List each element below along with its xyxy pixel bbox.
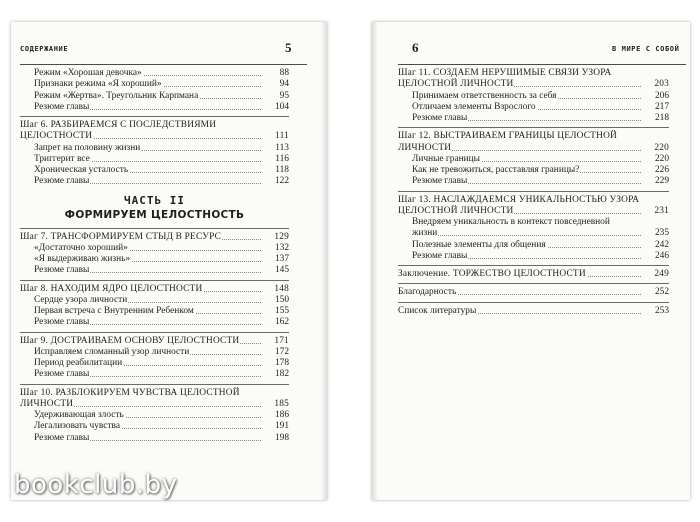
- toc-entry[interactable]: Резюме главы 104: [34, 101, 289, 112]
- chapter-9-entry[interactable]: Шаг 9. ДОСТРАИВАЕМ ОСНОВУ ЦЕЛОСТНОСТИ 171: [20, 335, 289, 346]
- section-divider: [398, 299, 669, 306]
- toc-entry[interactable]: Запрет на половину жизни 113: [34, 142, 289, 153]
- section-divider: [20, 329, 289, 336]
- chapter-8-entry[interactable]: Шаг 8. НАХОДИМ ЯДРО ЦЕЛОСТНОСТИ 148: [20, 283, 289, 294]
- right-page-number: 6: [412, 40, 419, 55]
- toc-entry[interactable]: Личные границы 220: [412, 153, 669, 164]
- toc-entry[interactable]: Резюме главы 229: [412, 176, 669, 187]
- chapter-10-entry[interactable]: ЛИЧНОСТИ 185: [20, 398, 289, 409]
- left-page-gutter-shadow: [321, 22, 327, 500]
- part-heading: [20, 194, 289, 221]
- references-entry[interactable]: Список литературы 253: [398, 305, 669, 316]
- toc-entry[interactable]: Резюме главы 145: [34, 265, 289, 276]
- toc-entry[interactable]: Режим «Хорошая девочка» 88: [34, 68, 289, 78]
- toc-entry[interactable]: Триггерит все 116: [34, 153, 289, 164]
- left-page-number: 5: [285, 40, 292, 55]
- toc-entry[interactable]: Резюме главы 122: [34, 176, 289, 187]
- toc-entry[interactable]: Резюме главы 246: [412, 250, 669, 261]
- toc-entry[interactable]: Резюме главы 218: [412, 113, 669, 123]
- section-divider: [20, 113, 289, 120]
- conclusion-entry[interactable]: Заключение. ТОРЖЕСТВО ЦЕЛОСТНОСТИ 249: [398, 269, 669, 279]
- toc-entry[interactable]: Резюме главы 182: [34, 369, 289, 380]
- toc-entry[interactable]: Принимаем ответственность за себя 206: [412, 90, 669, 101]
- toc-entry[interactable]: «Я выдерживаю жизнь» 137: [34, 254, 289, 264]
- chapter-7-entry[interactable]: Шаг 7. ТРАНСФОРМИРУЕМ СТЫД В РЕСУРС 129: [20, 231, 289, 242]
- left-toc: [20, 68, 289, 444]
- toc-entry[interactable]: жизни 235: [412, 228, 669, 239]
- toc-entry[interactable]: Как не тревожиться, расставляя границы? 226: [412, 165, 669, 175]
- chapter-13-title-line1[interactable]: Шаг 13. НАСЛАЖДАЕМСЯ УНИКАЛЬНОСТЬЮ УЗОРА: [398, 194, 640, 205]
- chapter-6-title-line1[interactable]: Шаг 6. РАЗБИРАЕМСЯ С ПОСЛЕДСТВИЯМИ: [20, 120, 217, 130]
- watermark-logo: bookclub.by: [14, 470, 178, 500]
- toc-entry[interactable]: Легализовать чувства 191: [34, 421, 289, 432]
- chapter-13-entry[interactable]: ЦЕЛОСТНОЙ ЛИЧНОСТИ 231: [398, 205, 669, 216]
- left-header-rule: [20, 64, 307, 65]
- toc-entry[interactable]: Сердце узора личности 150: [34, 294, 289, 305]
- toc-entry[interactable]: Первая встреча с Внутренним Ребенком 155: [34, 306, 289, 316]
- acknowledgements-entry[interactable]: Благодарность 252: [398, 287, 669, 298]
- right-page-gutter-shadow: [372, 22, 378, 500]
- chapter-12-entry[interactable]: ЛИЧНОСТИ 220: [398, 142, 669, 153]
- part-label: ЧАСТЬ II: [124, 193, 185, 207]
- section-divider: [20, 381, 289, 388]
- chapter-11-title-line1[interactable]: Шаг 11. СОЗДАЕМ НЕРУШИМЫЕ СВЯЗИ УЗОРА: [398, 68, 612, 78]
- right-header-rule: [398, 64, 686, 65]
- chapter-6-entry[interactable]: ЦЕЛОСТНОСТИ 111: [20, 131, 289, 142]
- toc-entry-line1[interactable]: Внедряем уникальность в контекст повседневной: [412, 217, 610, 227]
- section-divider: [398, 280, 669, 287]
- toc-entry[interactable]: Удерживающая злость 186: [34, 410, 289, 420]
- toc-entry[interactable]: «Достаточно хороший» 132: [34, 242, 289, 253]
- part-title: ФОРМИРУЕМ ЦЕЛОСТНОСТЬ: [64, 208, 245, 221]
- section-divider: [20, 225, 289, 232]
- right-toc: [398, 68, 669, 317]
- toc-entry[interactable]: Исправляем сломанный узор личности 172: [34, 346, 289, 357]
- chapter-12-title-line1[interactable]: Шаг 12. ВЫСТРАИВАЕМ ГРАНИЦЫ ЦЕЛОСТНОЙ: [398, 131, 618, 142]
- toc-entry[interactable]: Резюме главы 162: [34, 317, 289, 328]
- section-divider: [20, 277, 289, 284]
- left-running-header: СОДЕРЖАНИЕ: [20, 45, 69, 53]
- section-divider: [398, 188, 669, 195]
- section-divider: [398, 262, 669, 269]
- right-running-header: В МИРЕ С СОБОЙ: [612, 45, 680, 53]
- toc-entry[interactable]: Резюме главы 198: [34, 432, 289, 443]
- chapter-11-entry[interactable]: ЦЕЛОСТНОЙ ЛИЧНОСТИ 203: [398, 79, 669, 90]
- toc-entry[interactable]: Отличаем элементы Взрослого 217: [412, 101, 669, 112]
- toc-entry[interactable]: Период реабилитации 178: [34, 358, 289, 368]
- toc-entry[interactable]: Хроническая усталость 118: [34, 165, 289, 175]
- toc-entry[interactable]: Полезные элементы для общения 242: [412, 239, 669, 250]
- toc-entry[interactable]: Признаки режима «Я хороший» 94: [34, 79, 289, 90]
- chapter-10-title-line1[interactable]: Шаг 10. РАЗБЛОКИРУЕМ ЧУВСТВА ЦЕЛОСТНОЙ: [20, 387, 240, 398]
- toc-entry[interactable]: Режим «Жертва». Треугольник Карпмана 95: [34, 90, 289, 101]
